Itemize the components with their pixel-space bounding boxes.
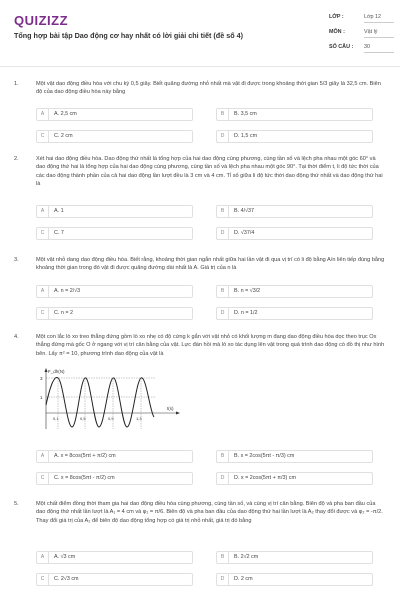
graph-x-tick: 0,9 bbox=[108, 416, 114, 421]
option-3c[interactable]: C C. n = 2 bbox=[36, 307, 193, 320]
question-number: 5. bbox=[14, 501, 19, 507]
option-2d[interactable]: D D. √37/4 bbox=[216, 227, 373, 240]
option-1b[interactable]: B B. 3,5 cm bbox=[216, 108, 373, 121]
option-5d[interactable]: D D. 2 cm bbox=[216, 573, 373, 586]
graph-y-tick-top: 3 bbox=[40, 376, 43, 381]
page-header bbox=[0, 0, 400, 67]
graph-ylabel: F_dh(N) bbox=[48, 369, 65, 374]
question-number: 3. bbox=[14, 257, 19, 263]
option-2a[interactable]: A A. 1 bbox=[36, 205, 193, 218]
question-text: Một vật dao động điều hòa với chu kỳ 0,5 giây. Biết quãng đường nhỏ nhất mà vật đi được trong khoảng thời gian 5/3 giây là 32,5 cm. Biên độ của dao động điều hòa này bằng bbox=[36, 81, 381, 96]
quizizz-logo: QUIZIZZ bbox=[14, 13, 69, 28]
option-1d[interactable]: D D. 1,5 cm bbox=[216, 130, 373, 143]
option-5a[interactable]: A A. √3 cm bbox=[36, 551, 193, 564]
graph-x-tick: 1,3 bbox=[136, 416, 142, 421]
question-text: Một chất điểm đồng thời tham gia hai dao động điều hòa cùng phương, cùng tần số, và cùng vị trí cân bằng. Biên độ và pha ban đầu của dao động thứ nhất lần lượt là A₁ = 4 cm và φ₁ = π/6. Biên độ và pha ban đầu của dao động thứ hai lần lượt là A₂ thay đổi được và φ₂ = -π/2. Thay đổi giá trị của A₂ để biên độ dao động tổng hợp có giá trị nhỏ nhất, giá trị đó bằng bbox=[36, 501, 383, 524]
meta-subject-key: MÔN : bbox=[329, 29, 345, 35]
question-number: 2. bbox=[14, 156, 19, 162]
graph-x-tick: 0,1 bbox=[53, 416, 59, 421]
question-text: Xét hai dao động điều hòa. Dao động thứ nhất là tổng hợp của hai dao động cùng phương, cùng tần số và lệch pha nhau một góc 60° và dao động thứ hai là tổng hợp của hai dao động cùng phương, cùng tần số và lệch pha nhau một góc 90°. Tại thời điểm t, li độ tức thời của các dao động thành phần của cả hai dao động lần lượt đều là 3 cm và 4 cm. Tỉ số giữa li độ tức thời dao động thứ nhất và dao động thứ hai là bbox=[36, 156, 383, 188]
option-1c[interactable]: C C. 2 cm bbox=[36, 130, 193, 143]
meta-grade-value: Lớp 12 bbox=[364, 14, 382, 20]
option-1a[interactable]: A A. 2,5 cm bbox=[36, 108, 193, 121]
option-3b[interactable]: B B. n = √3/2 bbox=[216, 285, 373, 298]
question-text: Một con lắc lò xo treo thẳng đứng gồm lò xo nhẹ có độ cứng k gắn với vật nhỏ có khối lượng m đang dao động điều hòa dọc theo trục Ox thẳng đứng mà gốc O ở ngang với vị trí cân bằng của vật. Lực đàn hồi mà lò xo tác dụng lên vật trong quá trình dao động có đồ thị như hình bên. Lấy π² = 10, phương trình dao động của vật là bbox=[36, 334, 385, 357]
option-2b[interactable]: B B. 4/√37 bbox=[216, 205, 373, 218]
question-number: 4. bbox=[14, 334, 19, 340]
graph-y-tick-mid: 1 bbox=[40, 395, 43, 400]
option-5b[interactable]: B B. 2√2 cm bbox=[216, 551, 373, 564]
question-text: Một vật nhỏ dang dao động điều hòa. Biết rằng, khoảng thời gian ngắn nhất giữa hai lần vật đi qua vị trí có li độ bằng A/n liên tiếp đúng bằng khoảng thời gian trong đó vật đi được quãng đường dài nhất là A. Giá trị của n là bbox=[36, 257, 385, 272]
option-2c[interactable]: C C. 7 bbox=[36, 227, 193, 240]
meta-subject-value: Vật lý bbox=[364, 29, 378, 35]
option-4b[interactable]: B B. x = 2cos(5πt - π/3) cm bbox=[216, 450, 373, 463]
option-4d[interactable]: D D. x = 2cos(5πt + π/3) cm bbox=[216, 472, 373, 485]
option-3a[interactable]: A A. n = 2/√3 bbox=[36, 285, 193, 298]
option-4c[interactable]: C C. x = 8cos(5πt - π/2) cm bbox=[36, 472, 193, 485]
option-5c[interactable]: C C. 2√3 cm bbox=[36, 573, 193, 586]
graph-xlabel: t(s) bbox=[167, 406, 174, 411]
meta-grade-key: LỚP : bbox=[329, 14, 344, 20]
force-time-graph bbox=[36, 367, 186, 433]
graph-x-tick: 0,5 bbox=[80, 416, 86, 421]
option-3d[interactable]: D D. n = 1/2 bbox=[216, 307, 373, 320]
meta-count-value: 30 bbox=[364, 44, 370, 50]
question-number: 1. bbox=[14, 81, 19, 87]
meta-count-key: SỐ CÂU : bbox=[329, 44, 354, 50]
page-title: Tổng hợp bài tập Dao động cơ hay nhất có lời giải chi tiết (đề số 4) bbox=[14, 31, 243, 40]
option-4a[interactable]: A A. x = 8cos(5πt + π/2) cm bbox=[36, 450, 193, 463]
